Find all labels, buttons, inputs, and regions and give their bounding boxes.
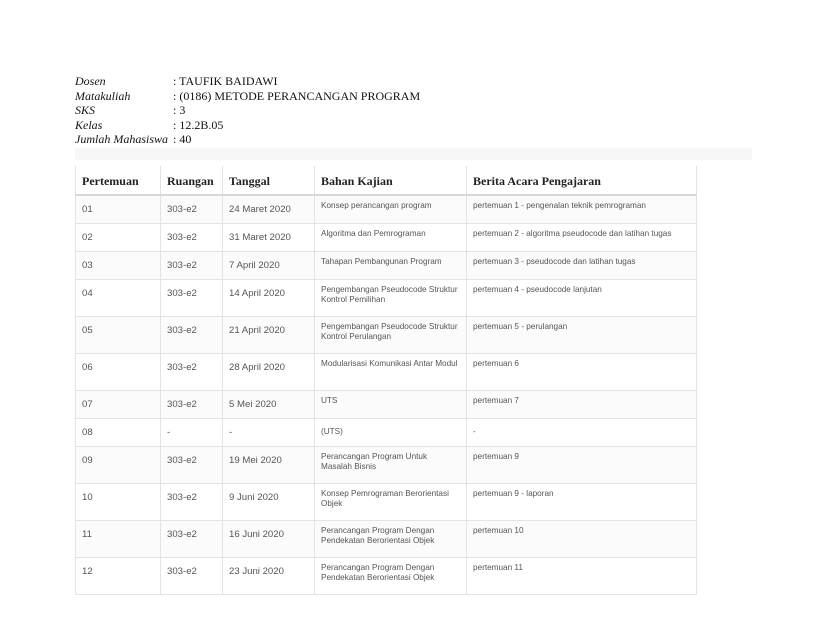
cell-pertemuan: 11 <box>76 521 161 558</box>
cell-pertemuan: 08 <box>76 419 161 447</box>
cell-tanggal: 5 Mei 2020 <box>223 391 315 419</box>
cell-ruangan: 303-e2 <box>161 354 223 391</box>
info-value: : 12.2B.05 <box>173 117 224 132</box>
cell-ruangan: 303-e2 <box>161 447 223 484</box>
cell-berita-acara: pertemuan 1 - pengenalan teknik pemrograman <box>467 195 697 224</box>
cell-pertemuan: 01 <box>76 195 161 224</box>
cell-ruangan: 303-e2 <box>161 280 223 317</box>
header-bahan-kajian: Bahan Kajian <box>315 166 467 195</box>
cell-tanggal: 24 Maret 2020 <box>223 195 315 224</box>
header-tanggal: Tanggal <box>223 166 315 195</box>
cell-bahan-kajian: Konsep perancangan program <box>315 195 467 224</box>
header-berita-acara: Berita Acara Pengajaran <box>467 166 697 195</box>
cell-bahan-kajian: Perancangan Program Dengan Pendekatan Berorientasi Objek <box>315 558 467 595</box>
table-row <box>76 447 697 484</box>
table-header-row <box>76 166 697 195</box>
cell-berita-acara: - <box>467 419 697 447</box>
cell-berita-acara: pertemuan 5 - perulangan <box>467 317 697 354</box>
info-value: : (0186) METODE PERANCANGAN PROGRAM <box>173 88 421 103</box>
table-row <box>76 391 697 419</box>
cell-bahan-kajian: Pengembangan Pseudocode Struktur Kontrol Pemilihan <box>315 280 467 317</box>
cell-ruangan: - <box>161 419 223 447</box>
table-row <box>76 280 697 317</box>
cell-tanggal: 9 Juni 2020 <box>223 484 315 521</box>
cell-berita-acara: pertemuan 4 - pseudocode lanjutan <box>467 280 697 317</box>
cell-bahan-kajian: UTS <box>315 391 467 419</box>
table-row <box>76 484 697 521</box>
cell-ruangan: 303-e2 <box>161 484 223 521</box>
cell-ruangan: 303-e2 <box>161 521 223 558</box>
info-value: : 3 <box>173 103 186 118</box>
cell-pertemuan: 04 <box>76 280 161 317</box>
cell-pertemuan: 07 <box>76 391 161 419</box>
cell-berita-acara: pertemuan 11 <box>467 558 697 595</box>
info-label: Jumlah Mahasiswa <box>75 132 168 147</box>
attendance-table <box>75 166 697 595</box>
cell-ruangan: 303-e2 <box>161 391 223 419</box>
course-info <box>75 74 420 147</box>
info-label: Matakuliah <box>75 88 131 103</box>
cell-pertemuan: 10 <box>76 484 161 521</box>
cell-bahan-kajian: (UTS) <box>315 419 467 447</box>
info-row-kelas <box>75 118 420 133</box>
cell-pertemuan: 06 <box>76 354 161 391</box>
cell-bahan-kajian: Konsep Pemrograman Berorientasi Objek <box>315 484 467 521</box>
info-label: Kelas <box>75 117 103 132</box>
cell-berita-acara: pertemuan 7 <box>467 391 697 419</box>
cell-bahan-kajian: Perancangan Program Dengan Pendekatan Berorientasi Objek <box>315 521 467 558</box>
info-row-dosen <box>75 74 420 89</box>
info-row-jumlah-mahasiswa <box>75 132 420 147</box>
cell-tanggal: 19 Mei 2020 <box>223 447 315 484</box>
cell-pertemuan: 02 <box>76 224 161 252</box>
info-value: : 40 <box>173 132 192 147</box>
cell-tanggal: 28 April 2020 <box>223 354 315 391</box>
info-label: SKS <box>75 103 96 118</box>
cell-pertemuan: 05 <box>76 317 161 354</box>
cell-tanggal: 23 Juni 2020 <box>223 558 315 595</box>
cell-berita-acara: pertemuan 3 - pseudocode dan latihan tugas <box>467 252 697 280</box>
cell-pertemuan: 03 <box>76 252 161 280</box>
info-value: : TAUFIK BAIDAWI <box>173 74 278 88</box>
cell-bahan-kajian: Modularisasi Komunikasi Antar Modul <box>315 354 467 391</box>
table-row <box>76 558 697 595</box>
cell-bahan-kajian: Perancangan Program Untuk Masalah Bisnis <box>315 447 467 484</box>
cell-berita-acara: pertemuan 10 <box>467 521 697 558</box>
cell-berita-acara: pertemuan 6 <box>467 354 697 391</box>
cell-tanggal: 21 April 2020 <box>223 317 315 354</box>
cell-tanggal: 7 April 2020 <box>223 252 315 280</box>
info-label: Dosen <box>75 74 106 88</box>
cell-ruangan: 303-e2 <box>161 252 223 280</box>
separator-strip <box>75 148 752 160</box>
header-pertemuan: Pertemuan <box>76 166 161 195</box>
cell-ruangan: 303-e2 <box>161 317 223 354</box>
table-row <box>76 317 697 354</box>
info-row-matakuliah <box>75 89 420 104</box>
cell-berita-acara: pertemuan 9 <box>467 447 697 484</box>
table-row <box>76 521 697 558</box>
table-row <box>76 252 697 280</box>
cell-bahan-kajian: Pengembangan Pseudocode Struktur Kontrol Perulangan <box>315 317 467 354</box>
cell-tanggal: - <box>223 419 315 447</box>
cell-bahan-kajian: Tahapan Pembangunan Program <box>315 252 467 280</box>
cell-bahan-kajian: Algoritma dan Pemrograman <box>315 224 467 252</box>
header-ruangan: Ruangan <box>161 166 223 195</box>
table-row <box>76 354 697 391</box>
cell-tanggal: 14 April 2020 <box>223 280 315 317</box>
cell-pertemuan: 09 <box>76 447 161 484</box>
table-row <box>76 419 697 447</box>
cell-berita-acara: pertemuan 9 - laporan <box>467 484 697 521</box>
table-row <box>76 195 697 224</box>
cell-ruangan: 303-e2 <box>161 224 223 252</box>
info-row-sks <box>75 103 420 118</box>
cell-tanggal: 16 Juni 2020 <box>223 521 315 558</box>
cell-pertemuan: 12 <box>76 558 161 595</box>
cell-berita-acara: pertemuan 2 - algoritma pseudocode dan latihan tugas <box>467 224 697 252</box>
cell-tanggal: 31 Maret 2020 <box>223 224 315 252</box>
cell-ruangan: 303-e2 <box>161 558 223 595</box>
table-row <box>76 224 697 252</box>
cell-ruangan: 303-e2 <box>161 195 223 224</box>
attendance-table-wrapper <box>75 166 696 595</box>
